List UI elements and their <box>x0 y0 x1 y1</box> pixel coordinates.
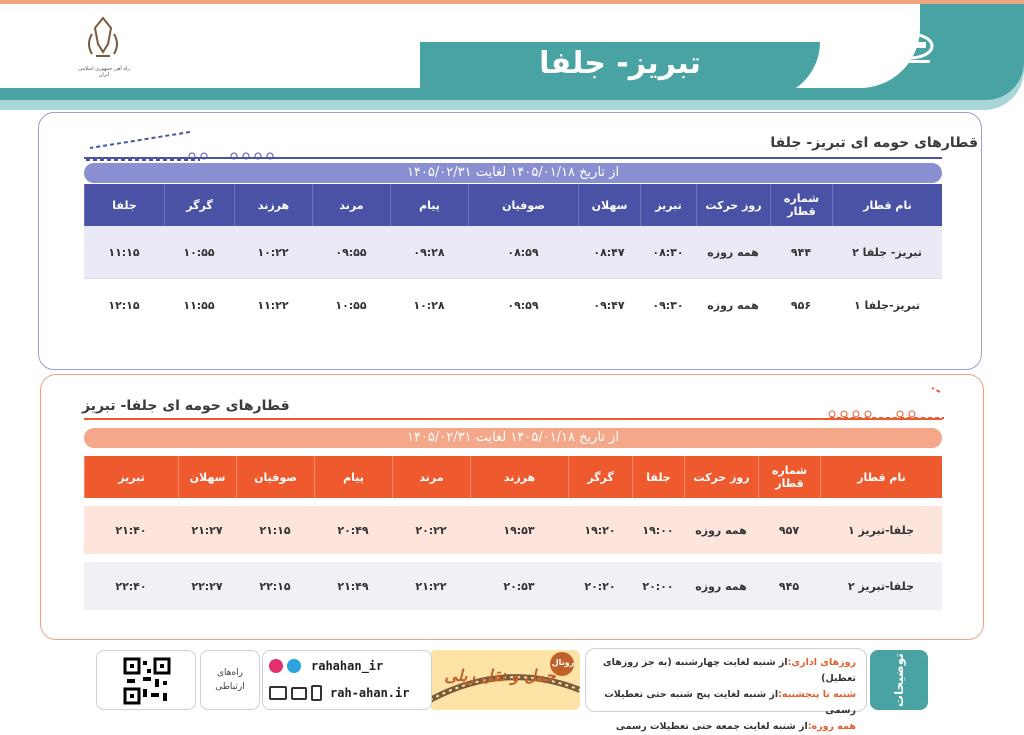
table-header: گرگر <box>164 184 234 226</box>
table-cell: ۰۹:۳۰ <box>640 278 696 331</box>
table-header: سهلان <box>178 456 236 498</box>
table-header: گرگر <box>568 456 632 498</box>
table-cell: همه روزه <box>696 278 770 331</box>
table-header: جلفا <box>84 184 164 226</box>
section1-date-range: از تاریخ ۱۴۰۵/۰۱/۱۸ لغایت ۱۴۰۵/۰۲/۳۱ <box>84 163 942 183</box>
banner-text: حمل و نقل ریلی <box>444 666 556 685</box>
header-top-accent <box>0 0 1024 4</box>
emblem-caption: راه آهن جمهوری اسلامی ایران <box>78 66 130 78</box>
table-header: روز حرکت <box>696 184 770 226</box>
table-header: شماره قطار <box>770 184 832 226</box>
table-cell: ۱۹:۵۳ <box>470 506 568 554</box>
table-cell: ۰۹:۲۸ <box>390 226 468 278</box>
table-header: مرند <box>312 184 390 226</box>
table-cell: جلفا-تبریز ۱ <box>820 506 942 554</box>
table-header: شماره قطار <box>758 456 820 498</box>
table-header: تبریز <box>84 456 178 498</box>
table-cell: ۰۹:۴۷ <box>578 278 640 331</box>
table-header: روز حرکت <box>684 456 758 498</box>
table-cell: همه روزه <box>684 506 758 554</box>
contact-label: راه‌های ارتباطی <box>200 650 260 710</box>
table-header: تبریز <box>640 184 696 226</box>
phone-icon <box>311 685 322 701</box>
table-row <box>84 506 942 554</box>
telegram-icon[interactable] <box>287 659 301 673</box>
table-cell: ۰۹:۵۹ <box>468 278 578 331</box>
description-label: توضیحات <box>870 650 928 710</box>
table-cell: ۲۰:۵۳ <box>470 562 568 610</box>
table-cell: ۱۰:۲۲ <box>234 226 312 278</box>
section2-title: قطارهای حومه ای جلفا- تبریز <box>82 398 290 414</box>
table-cell: ۲۲:۴۰ <box>84 562 178 610</box>
banner-badge: رونال <box>551 658 575 667</box>
table-cell: ۹۵۷ <box>758 506 820 554</box>
qr-code-icon[interactable] <box>123 657 171 705</box>
table-cell: ۱۹:۲۰ <box>568 506 632 554</box>
note-row: شنبه تا پنجشنبه:از شنبه لغایت پنج شنبه حتی تعطیلات رسمی <box>604 689 856 716</box>
table-cell: ۲۰:۰۰ <box>632 562 684 610</box>
note-row: روزهای اداری:از شنبه لغایت چهارشنبه (به جز روزهای تعطیل) <box>602 657 856 684</box>
table-cell: ۲۱:۲۷ <box>178 506 236 554</box>
table-cell: ۲۱:۱۵ <box>236 506 314 554</box>
table-row <box>84 226 942 278</box>
table-cell: ۹۴۴ <box>770 226 832 278</box>
table-cell: ۲۱:۴۰ <box>84 506 178 554</box>
table-cell: ۱۰:۲۸ <box>390 278 468 331</box>
rail-transport-banner <box>430 650 580 710</box>
table-cell: ۲۰:۲۰ <box>568 562 632 610</box>
table-cell: ۹۵۶ <box>770 278 832 331</box>
footer-notes <box>585 648 867 732</box>
table-cell: ۲۱:۴۹ <box>314 562 392 610</box>
table-cell: ۱۰:۵۵ <box>312 278 390 331</box>
table-cell: ۱۱:۵۵ <box>164 278 234 331</box>
table-header: صوفیان <box>468 184 578 226</box>
table-header: سهلان <box>578 184 640 226</box>
website-link[interactable]: rah-ahan.ir <box>330 686 410 700</box>
section1-table <box>84 184 942 331</box>
table-header: پیام <box>390 184 468 226</box>
table-cell: ۲۲:۲۷ <box>178 562 236 610</box>
train-logo-icon <box>880 32 940 68</box>
table-cell: ۱۱:۲۲ <box>234 278 312 331</box>
note-row: همه روزه:از شنبه لغایت جمعه حتی تعطیلات رسمی <box>615 721 856 732</box>
emblem-logo-icon <box>78 14 128 68</box>
table-cell: ۲۰:۲۲ <box>392 506 470 554</box>
table-header: مرند <box>392 456 470 498</box>
table-cell: تبریز-جلفا ۱ <box>832 278 942 331</box>
table-cell: جلفا-تبریز ۲ <box>820 562 942 610</box>
table-cell: ۲۱:۲۲ <box>392 562 470 610</box>
table-cell: ۱۰:۵۵ <box>164 226 234 278</box>
table-cell: ۹۴۵ <box>758 562 820 610</box>
table-cell: ۰۸:۵۹ <box>468 226 578 278</box>
website-row <box>269 685 409 701</box>
table-cell: ۱۲:۱۵ <box>84 278 164 331</box>
table-row <box>84 278 942 331</box>
table-header: پیام <box>314 456 392 498</box>
table-cell: همه روزه <box>696 226 770 278</box>
table-cell: ۲۰:۴۹ <box>314 506 392 554</box>
table-header: نام قطار <box>832 184 942 226</box>
section2-table <box>84 456 942 610</box>
instagram-icon[interactable] <box>269 659 283 673</box>
section1-rule <box>84 157 942 159</box>
page-title: تبریز- جلفا <box>539 46 701 81</box>
table-header: هرزند <box>470 456 568 498</box>
table-cell: ۱۹:۰۰ <box>632 506 684 554</box>
laptop-icon <box>291 687 307 700</box>
desktop-icon <box>269 686 287 700</box>
table-cell: ۰۸:۳۰ <box>640 226 696 278</box>
table-header: صوفیان <box>236 456 314 498</box>
qr-box <box>96 650 196 710</box>
table-cell: ۱۱:۱۵ <box>84 226 164 278</box>
section2-date-range: از تاریخ ۱۴۰۵/۰۱/۱۸ لغایت ۱۴۰۵/۰۲/۳۱ <box>84 428 942 448</box>
table-cell: تبریز- جلفا ۲ <box>832 226 942 278</box>
table-header: هرزند <box>234 184 312 226</box>
table-cell: ۰۹:۵۵ <box>312 226 390 278</box>
table-row <box>84 562 942 610</box>
table-header: نام قطار <box>820 456 942 498</box>
social-handle[interactable]: rahahan_ir <box>311 659 384 673</box>
section1-title: قطارهای حومه ای تبریز- جلفا <box>770 135 978 151</box>
social-row <box>269 659 383 673</box>
table-cell: همه روزه <box>684 562 758 610</box>
table-cell: ۰۸:۴۷ <box>578 226 640 278</box>
social-links <box>262 650 432 710</box>
table-cell: ۲۲:۱۵ <box>236 562 314 610</box>
train-illustration-2-icon <box>760 386 950 422</box>
table-header: جلفا <box>632 456 684 498</box>
section2-rule <box>84 418 942 420</box>
